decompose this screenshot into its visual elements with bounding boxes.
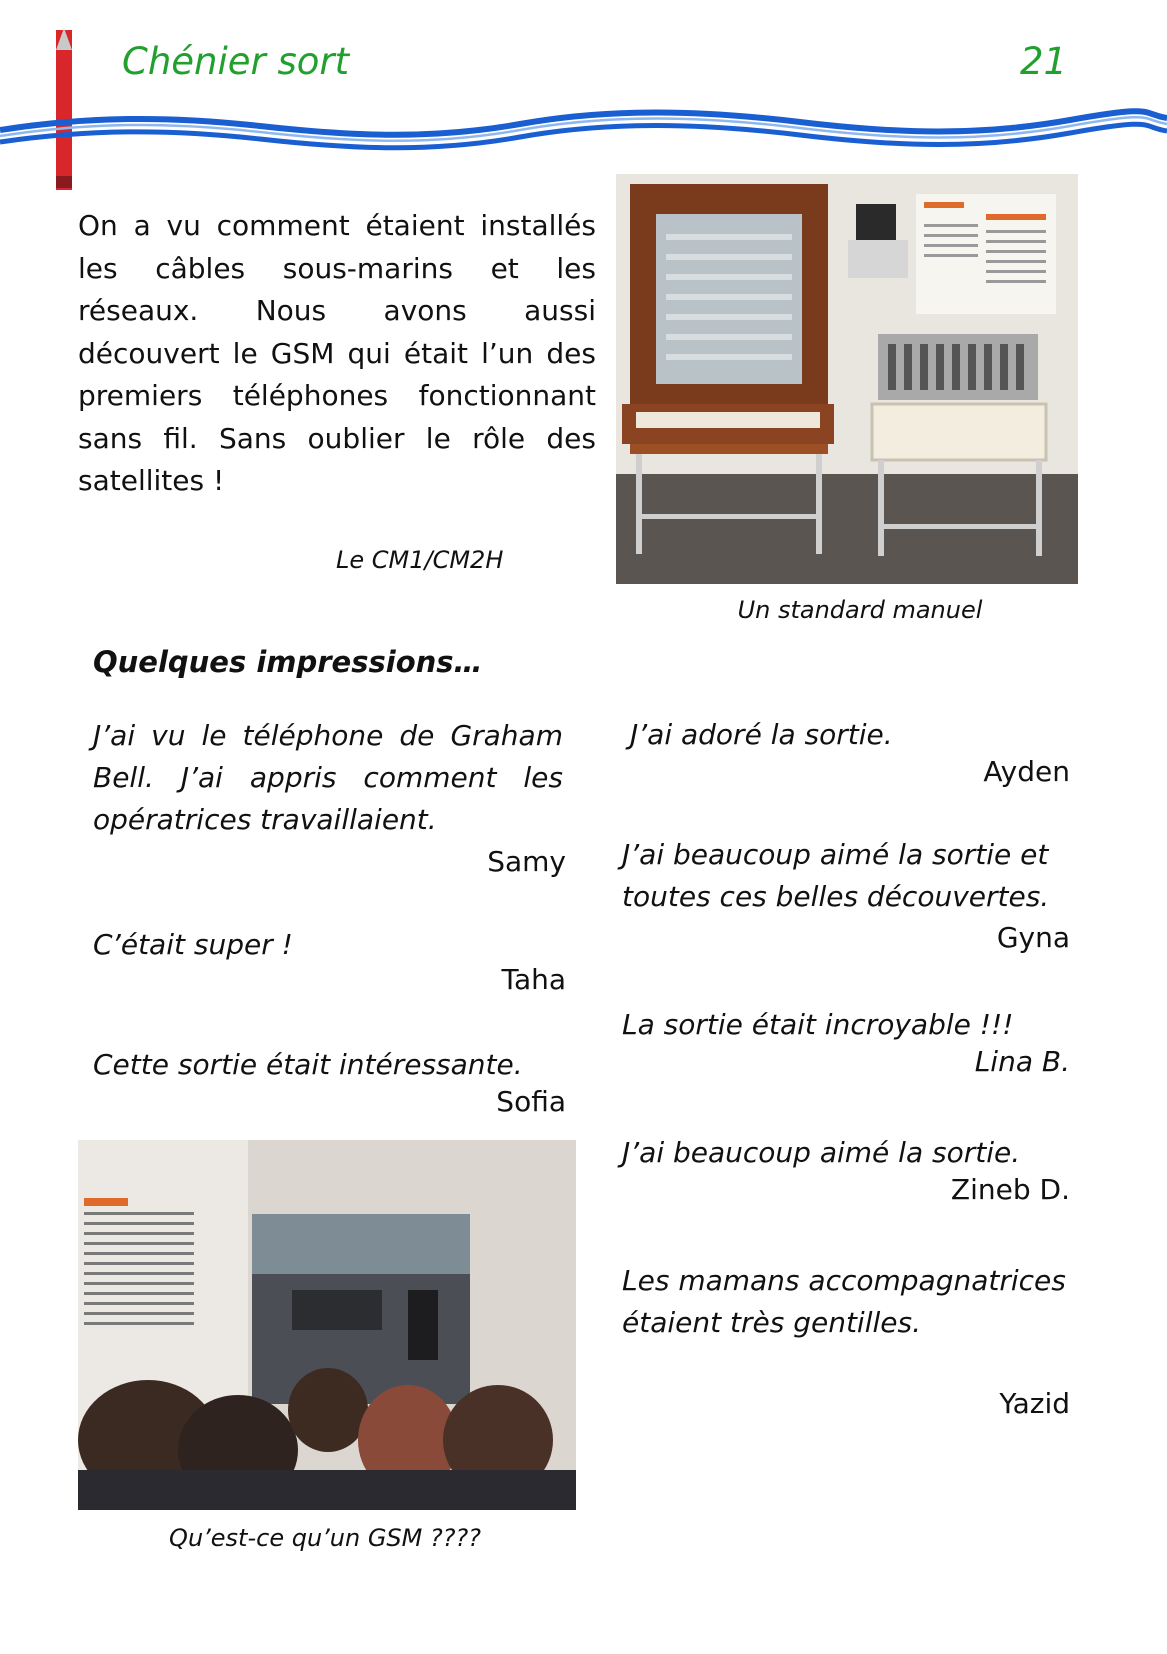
gsm-caption: Qu’est-ce qu’un GSM ???? (169, 1524, 481, 1552)
intro-paragraph: On a vu comment étaient installés les câbles sous-marins et les réseaux. Nous avons aussi découvert le GSM qui était l’un des premiers téléphones fonctionnant sans fil. Sans oublier le rôle des satellites ! (78, 209, 596, 497)
impression-author: Gyna (996, 921, 1070, 954)
impression-text: J’ai beaucoup aimé la sortie et toutes ces belles découvertes. (622, 838, 1050, 913)
impression-text: J’ai beaucoup aimé la sortie. (622, 1136, 1021, 1169)
intro-signature: Le CM1/CM2H (336, 546, 504, 574)
impression-author: Taha (501, 963, 566, 996)
impression-text: Cette sortie était intéressante. (93, 1048, 523, 1081)
header-title: Chénier sort (122, 40, 350, 83)
impression-author: Samy (487, 845, 566, 878)
impression-text: C’était super ! (93, 928, 293, 961)
impression-author: Zineb D. (950, 1173, 1070, 1206)
impression-text: J’ai vu le téléphone de Graham Bell. J’ai appris comment les opératrices travaillaient. (93, 719, 563, 836)
page-number: 21 (1020, 40, 1068, 83)
pencil-tip-icon (56, 28, 72, 50)
impression-text: La sortie était incroyable !!! (622, 1008, 1014, 1041)
impression-author: Lina B. (974, 1045, 1070, 1078)
impression-author: Yazid (999, 1387, 1070, 1420)
wave-divider (0, 96, 1167, 156)
impression-author: Ayden (983, 755, 1070, 788)
switchboard-photo (616, 174, 1078, 584)
impression-author: Sofia (496, 1085, 566, 1118)
pencil-end-icon (56, 176, 72, 188)
impressions-heading: Quelques impressions… (93, 645, 483, 679)
switchboard-caption: Un standard manuel (737, 596, 983, 624)
gsm-photo (78, 1140, 576, 1510)
impression-text: Les mamans accompagnatrices étaient très gentilles. (622, 1264, 1066, 1339)
impression-text: J’ai adoré la sortie. (630, 718, 893, 751)
